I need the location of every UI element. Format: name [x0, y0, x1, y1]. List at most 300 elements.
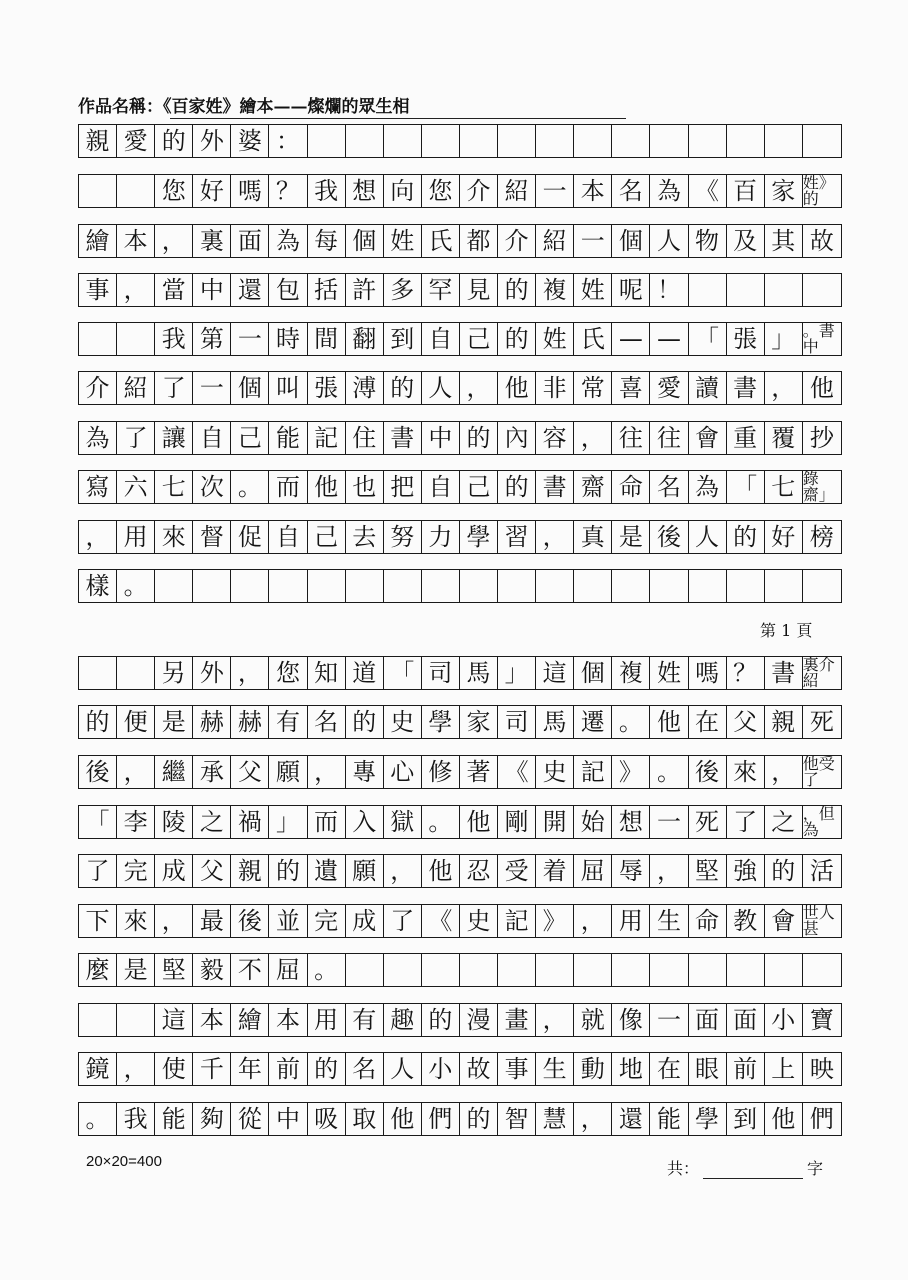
grid-cell: 》: [612, 756, 650, 788]
grid-cell: 己: [460, 323, 498, 355]
grid-cell: 完: [117, 855, 155, 887]
grid-cell: 死: [809, 708, 834, 736]
grid-cell: [765, 570, 803, 602]
grid-cell: ，: [536, 1004, 574, 1036]
grid-cell: 的: [498, 471, 536, 503]
grid-cell: [650, 125, 688, 157]
grid-cell: 能: [269, 422, 307, 454]
grid-cell: 映: [809, 1055, 834, 1083]
grid-cell: 地: [612, 1053, 650, 1085]
grid-cell: 了: [117, 422, 155, 454]
grid-cell: 「: [689, 323, 727, 355]
grid-cell: 完: [308, 905, 346, 937]
grid-cell: 一: [650, 806, 688, 838]
grid-cell: 為: [269, 225, 307, 257]
grid-cell: 的: [269, 855, 307, 887]
grid-cell: 繼: [155, 756, 193, 788]
grid-cell: 生: [650, 905, 688, 937]
grid-cell: 見: [460, 274, 498, 306]
grid-cell: 個: [346, 225, 384, 257]
grid-cell: [384, 570, 422, 602]
grid-cell: 。: [422, 806, 460, 838]
grid-cell: 為: [79, 422, 117, 454]
grid-cell: 真: [574, 521, 612, 553]
grid-cell: 當: [155, 274, 193, 306]
grid-cell: 好: [765, 521, 803, 553]
grid-cell: 間: [308, 323, 346, 355]
grid-cell: [346, 125, 384, 157]
grid-cell: 堅: [155, 954, 193, 986]
grid-cell: 道: [346, 657, 384, 689]
grid-cell: 後: [650, 521, 688, 553]
grid-cell: 促: [231, 521, 269, 553]
grid-cell: [384, 954, 422, 986]
grid-row: [78, 1052, 842, 1086]
grid-cell: 名: [650, 471, 688, 503]
grid-cell: 己: [460, 471, 498, 503]
grid-cell: 還: [612, 1103, 650, 1135]
grid-cell: 故: [809, 227, 834, 255]
grid-cell: 剛: [498, 806, 536, 838]
grid-cell: 錄齋」: [802, 469, 835, 504]
grid-cell: 心: [384, 756, 422, 788]
grid-cell: 他: [809, 374, 834, 402]
grid-cell: 前: [727, 1053, 765, 1085]
grid-cell: [689, 570, 727, 602]
grid-cell: 之: [765, 806, 803, 838]
grid-cell: 取: [346, 1103, 384, 1135]
grid-cell: 漫: [460, 1004, 498, 1036]
grid-cell: 紹: [498, 175, 536, 207]
grid-cell: ，: [117, 274, 155, 306]
grid-cell: [346, 570, 384, 602]
grid-cell: 畫: [498, 1004, 536, 1036]
grid-cell: 婆: [231, 125, 269, 157]
grid-cell: [650, 954, 688, 986]
grid-cell: —: [612, 323, 650, 355]
grid-cell: 千: [193, 1053, 231, 1085]
grid-cell: [574, 125, 612, 157]
grid-cell: 書: [727, 372, 765, 404]
grid-cell: 」: [765, 323, 803, 355]
grid-row: [78, 705, 842, 739]
grid-cell: 張: [308, 372, 346, 404]
grid-cell: 自: [269, 521, 307, 553]
grid-cell: 樣: [79, 570, 117, 602]
grid-cell: 他: [422, 855, 460, 887]
grid-cell: [689, 125, 727, 157]
grid-cell: ，: [384, 855, 422, 887]
grid-cell: 己: [231, 422, 269, 454]
grid-cell: 便: [117, 706, 155, 738]
grid-cell: 司: [498, 706, 536, 738]
grid-cell: 覆: [765, 422, 803, 454]
grid-cell: 姓》的: [802, 173, 835, 208]
grid-cell: 去: [346, 521, 384, 553]
grid-cell: 一: [193, 372, 231, 404]
grid-cell: 一: [650, 1004, 688, 1036]
grid-row: [78, 124, 842, 158]
grid-cell: 中: [269, 1103, 307, 1135]
grid-cell: 姓: [536, 323, 574, 355]
grid-cell: [269, 570, 307, 602]
grid-cell: [574, 570, 612, 602]
grid-cell: 繪: [231, 1004, 269, 1036]
grid-cell: 死: [689, 806, 727, 838]
grid-row: [78, 1102, 842, 1136]
total-characters: [667, 1156, 823, 1179]
grid-cell: ，但為: [802, 804, 835, 839]
grid-cell: 罕: [422, 274, 460, 306]
grid-cell: [498, 570, 536, 602]
grid-cell: ！: [650, 274, 688, 306]
grid-cell: 書: [765, 657, 803, 689]
grid-cell: 書: [384, 422, 422, 454]
grid-cell: ，: [574, 905, 612, 937]
grid-cell: 願: [269, 756, 307, 788]
grid-cell: 六: [117, 471, 155, 503]
grid-cell: 。: [117, 570, 155, 602]
grid-cell: 有: [346, 1004, 384, 1036]
grid-cell: 。: [650, 756, 688, 788]
grid-cell: 括: [308, 274, 346, 306]
grid-cell: 您: [422, 175, 460, 207]
grid-cell: 他: [460, 806, 498, 838]
grid-cell: 就: [574, 1004, 612, 1036]
grid-cell: 向: [384, 175, 422, 207]
grid-cell: 他受了: [802, 754, 835, 789]
grid-cell: 常: [574, 372, 612, 404]
grid-cell: [803, 570, 841, 602]
grid-cell: 到: [384, 323, 422, 355]
grid-cell: [765, 274, 803, 306]
grid-cell: 學: [422, 706, 460, 738]
grid-cell: 抄: [809, 424, 834, 452]
grid-cell: 張: [727, 323, 765, 355]
grid-cell: 動: [574, 1053, 612, 1085]
grid-cell: 他: [308, 471, 346, 503]
grid-cell: 齋: [574, 471, 612, 503]
grid-cell: 陵: [155, 806, 193, 838]
grid-cell: 物: [689, 225, 727, 257]
grid-cell: 叫: [269, 372, 307, 404]
grid-cell: 努: [384, 521, 422, 553]
grid-cell: 最: [193, 905, 231, 937]
grid-cell: 來: [117, 905, 155, 937]
grid-cell: 們: [809, 1105, 834, 1133]
grid-cell: 個: [612, 225, 650, 257]
grid-cell: 後: [231, 905, 269, 937]
grid-cell: [612, 570, 650, 602]
grid-cell: 紹: [117, 372, 155, 404]
grid-cell: [117, 175, 155, 207]
grid-cell: 紹: [536, 225, 574, 257]
grid-cell: 眼: [689, 1053, 727, 1085]
grid-cell: 多: [384, 274, 422, 306]
grid-cell: 己: [308, 521, 346, 553]
grid-row: [78, 755, 842, 789]
grid-cell: 是: [117, 954, 155, 986]
grid-cell: 想: [346, 175, 384, 207]
grid-cell: ，: [460, 372, 498, 404]
grid-cell: [727, 125, 765, 157]
grid-cell: 他: [650, 706, 688, 738]
grid-cell: 《: [498, 756, 536, 788]
grid-cell: 為: [650, 175, 688, 207]
grid-cell: [79, 175, 117, 207]
grid-cell: 《: [689, 175, 727, 207]
grid-cell: 人: [689, 521, 727, 553]
grid-cell: 赫: [193, 706, 231, 738]
grid-cell: 慧: [536, 1103, 574, 1135]
grid-cell: 寫: [79, 471, 117, 503]
grid-cell: 學: [460, 521, 498, 553]
grid-cell: ，: [155, 225, 193, 257]
grid-cell: 之: [193, 806, 231, 838]
grid-cell: [803, 125, 841, 157]
total-blank-line: [703, 1164, 803, 1179]
grid-cell: [765, 954, 803, 986]
grid-cell: 面: [231, 225, 269, 257]
grid-cell: 我: [308, 175, 346, 207]
grid-cell: ，: [765, 372, 803, 404]
grid-cell: 一: [231, 323, 269, 355]
grid-cell: 有: [269, 706, 307, 738]
grid-cell: 用: [308, 1004, 346, 1036]
grid-cell: [727, 570, 765, 602]
grid-cell: 」: [498, 657, 536, 689]
grid-cell: 好: [193, 175, 231, 207]
grid-cell: 家: [765, 175, 803, 207]
grid-cell: 能: [650, 1103, 688, 1135]
grid-cell: 成: [155, 855, 193, 887]
grid-cell: 不: [231, 954, 269, 986]
grid-cell: 個: [574, 657, 612, 689]
grid-cell: 親: [79, 125, 117, 157]
grid-cell: 用: [612, 905, 650, 937]
total-label: 共：: [667, 1159, 700, 1178]
grid-cell: 著: [460, 756, 498, 788]
grid-cell: 父: [727, 706, 765, 738]
grid-row: [78, 421, 842, 455]
grid-row: [78, 904, 842, 938]
grid-cell: 為: [689, 471, 727, 503]
grid-cell: 繪: [79, 225, 117, 257]
grid-cell: 用: [117, 521, 155, 553]
grid-cell: 內: [498, 422, 536, 454]
grid-cell: 使: [155, 1053, 193, 1085]
grid-cell: 在: [650, 1053, 688, 1085]
grid-cell: 的: [498, 274, 536, 306]
grid-cell: [803, 954, 841, 986]
work-title: 作品名稱：《百家姓》繪本——燦爛的眾生相: [78, 97, 410, 117]
grid-cell: 知: [308, 657, 346, 689]
grid-cell: 習: [498, 521, 536, 553]
grid-cell: 。: [612, 706, 650, 738]
grid-cell: 及: [727, 225, 765, 257]
grid-cell: 年: [231, 1053, 269, 1085]
grid-cell: 開: [536, 806, 574, 838]
grid-row: [78, 953, 842, 987]
grid-cell: 每: [308, 225, 346, 257]
grid-cell: 》: [536, 905, 574, 937]
grid-cell: 複: [536, 274, 574, 306]
grid-cell: 遷: [574, 706, 612, 738]
grid-cell: [612, 954, 650, 986]
grid-row: [78, 273, 842, 307]
grid-cell: 「: [79, 806, 117, 838]
grid-cell: [193, 570, 231, 602]
grid-cell: 氏: [574, 323, 612, 355]
grid-cell: 像: [612, 1004, 650, 1036]
grid-cell: [79, 323, 117, 355]
grid-cell: 把: [384, 471, 422, 503]
grid-cell: ，: [79, 521, 117, 553]
grid-cell: 屈: [269, 954, 307, 986]
grid-cell: 修: [422, 756, 460, 788]
grid-cell: 而: [269, 471, 307, 503]
grid-cell: 了: [155, 372, 193, 404]
grid-cell: [727, 954, 765, 986]
grid-cell: [79, 657, 117, 689]
grid-cell: 父: [193, 855, 231, 887]
grid-cell: 始: [574, 806, 612, 838]
grid-cell: 會: [765, 905, 803, 937]
grid-cell: 記: [498, 905, 536, 937]
grid-cell: 上: [765, 1053, 803, 1085]
grid-cell: 中: [422, 422, 460, 454]
grid-cell: [460, 954, 498, 986]
grid-cell: 寶: [809, 1006, 834, 1034]
grid-cell: 包: [269, 274, 307, 306]
grid-cell: 禍: [231, 806, 269, 838]
grid-cell: [536, 570, 574, 602]
grid-cell: [155, 570, 193, 602]
grid-row: [78, 224, 842, 258]
grid-cell: 介: [498, 225, 536, 257]
grid-cell: 會: [689, 422, 727, 454]
grid-cell: 嗎: [689, 657, 727, 689]
grid-cell: [536, 954, 574, 986]
grid-cell: 的: [422, 1004, 460, 1036]
grid-cell: 「: [727, 471, 765, 503]
grid-cell: 翻: [346, 323, 384, 355]
grid-cell: 他: [765, 1103, 803, 1135]
grid-cell: 事: [498, 1053, 536, 1085]
grid-cell: 個: [231, 372, 269, 404]
grid-cell: 的: [727, 521, 765, 553]
grid-cell: 麼: [79, 954, 117, 986]
grid-cell: 學: [689, 1103, 727, 1135]
grid-cell: 下: [79, 905, 117, 937]
title-underline: [170, 118, 626, 119]
grid-cell: [727, 274, 765, 306]
grid-cell: 往: [650, 422, 688, 454]
grid-cell: 介: [460, 175, 498, 207]
grid-cell: 了: [727, 806, 765, 838]
grid-cell: [803, 274, 841, 306]
grid-cell: 來: [155, 521, 193, 553]
grid-cell: 史: [384, 706, 422, 738]
grid-cell: 親: [231, 855, 269, 887]
grid-cell: 馬: [460, 657, 498, 689]
grid-cell: 夠: [193, 1103, 231, 1135]
grid-cell: 家: [460, 706, 498, 738]
grid-cell: 的: [308, 1053, 346, 1085]
grid-cell: ，: [231, 657, 269, 689]
grid-cell: 本: [193, 1004, 231, 1036]
grid-cell: 記: [574, 756, 612, 788]
grid-cell: 嗎: [231, 175, 269, 207]
grid-cell: —: [650, 323, 688, 355]
grid-cell: 自: [422, 471, 460, 503]
grid-cell: 姓: [574, 274, 612, 306]
grid-cell: 我: [155, 323, 193, 355]
grid-row: [78, 805, 842, 839]
grid-cell: [346, 954, 384, 986]
grid-cell: 趣: [384, 1004, 422, 1036]
grid-cell: [460, 570, 498, 602]
grid-cell: 親: [765, 706, 803, 738]
grid-cell: [422, 954, 460, 986]
grid-cell: [79, 1004, 117, 1036]
grid-cell: 讓: [155, 422, 193, 454]
grid-cell: 其: [765, 225, 803, 257]
grid-cell: 的: [346, 706, 384, 738]
grid-cell: ，: [650, 855, 688, 887]
grid-cell: 他: [384, 1103, 422, 1135]
grid-cell: 力: [422, 521, 460, 553]
grid-cell: 故: [460, 1053, 498, 1085]
grid-cell: 督: [193, 521, 231, 553]
grid-cell: 七: [155, 471, 193, 503]
grid-cell: 「: [384, 657, 422, 689]
grid-cell: 本: [269, 1004, 307, 1036]
grid-cell: 都: [460, 225, 498, 257]
grid-cell: 。: [79, 1103, 117, 1135]
grid-cell: [422, 570, 460, 602]
grid-cell: 到: [727, 1103, 765, 1135]
grid-cell: 我: [117, 1103, 155, 1135]
grid-cell: 姓: [650, 657, 688, 689]
grid-cell: 在: [689, 706, 727, 738]
grid-cell: 面: [689, 1004, 727, 1036]
grid-cell: 獄: [384, 806, 422, 838]
grid-cell: 呢: [612, 274, 650, 306]
grid-cell: 姓: [384, 225, 422, 257]
grid-cell: 毅: [193, 954, 231, 986]
grid-cell: 一: [536, 175, 574, 207]
grid-cell: ，: [536, 521, 574, 553]
grid-cell: [689, 954, 727, 986]
grid-cell: 複: [612, 657, 650, 689]
grid-cell: [231, 570, 269, 602]
grid-cell: [574, 954, 612, 986]
grid-cell: 《: [422, 905, 460, 937]
grid-row: [78, 569, 842, 603]
grid-cell: 住: [346, 422, 384, 454]
grid-cell: [117, 323, 155, 355]
grid-cell: 也: [346, 471, 384, 503]
grid-cell: 愛: [650, 372, 688, 404]
grid-cell: 強: [727, 855, 765, 887]
grid-cell: 裏: [193, 225, 231, 257]
grid-cell: 自: [422, 323, 460, 355]
grid-cell: [536, 125, 574, 157]
grid-cell: 您: [269, 657, 307, 689]
grid-cell: 後: [689, 756, 727, 788]
grid-cell: 是: [612, 521, 650, 553]
